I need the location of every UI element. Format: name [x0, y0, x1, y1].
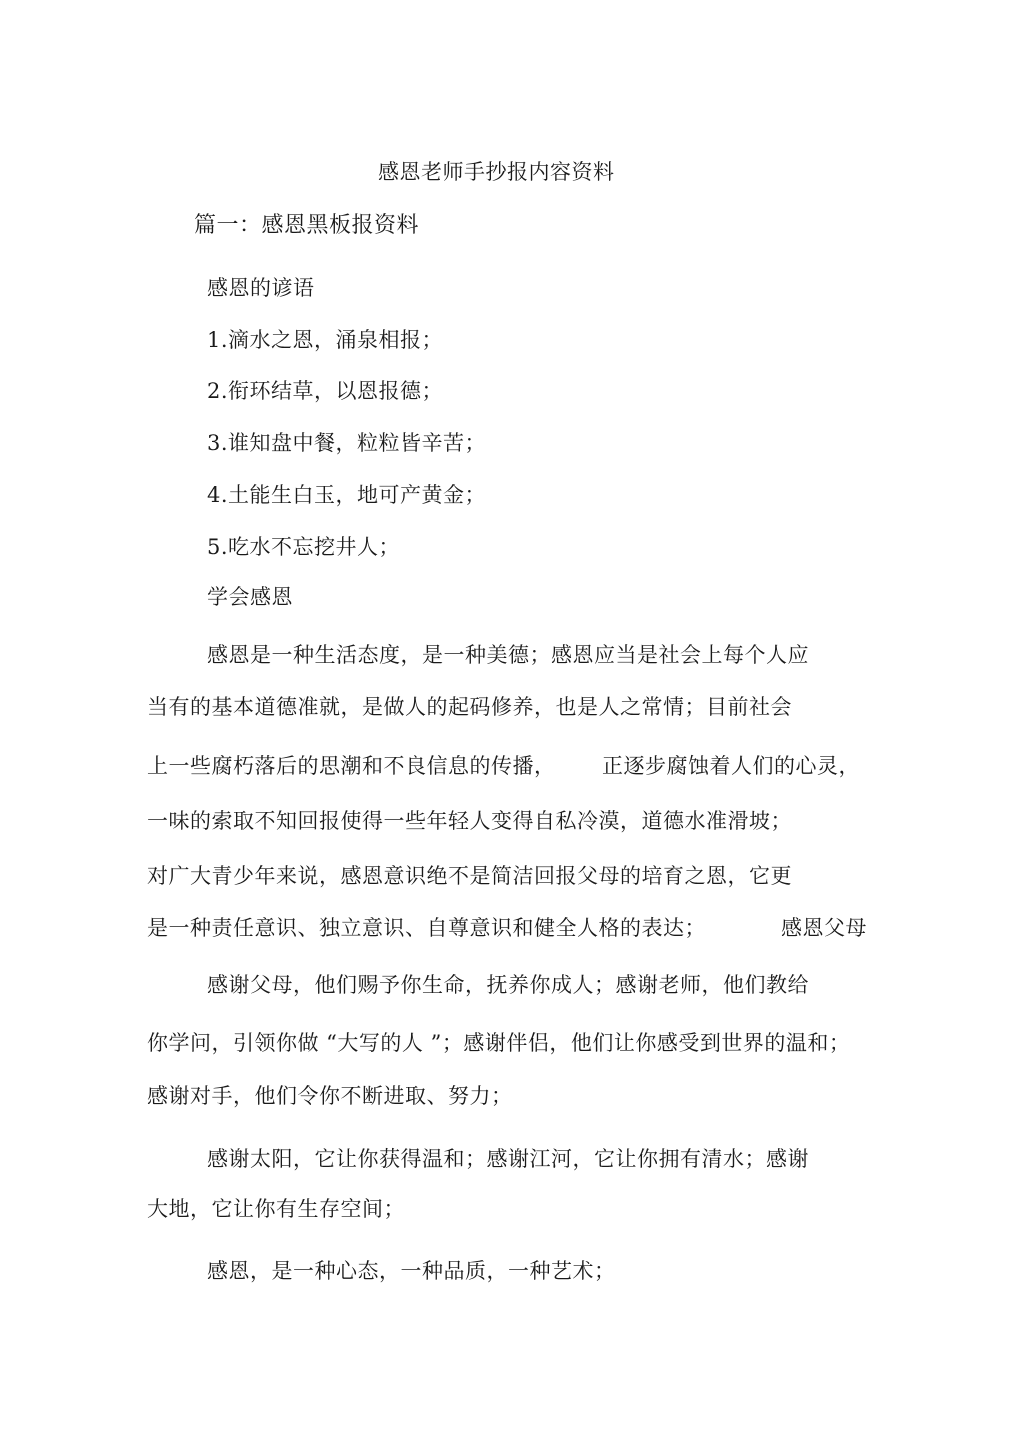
paragraph-line: 感谢对手，他们令你不断进取、努力；	[147, 1084, 513, 1108]
learn-heading: 学会感恩	[207, 585, 293, 609]
paragraph-line: 感谢太阳，它让你获得温和；感谢江河，它让你拥有清水；感谢	[207, 1147, 809, 1171]
proverb-item: 3.谁知盘中餐，粒粒皆辛苦；	[207, 431, 487, 455]
paragraph-line: 正逐步腐蚀着人们的心灵，	[602, 754, 860, 778]
paragraph-line: 对广大青少年来说，感恩意识绝不是简洁回报父母的培育之恩，它更	[147, 864, 792, 888]
paragraph-line: 感谢父母，他们赐予你生命，抚养你成人；感谢老师，他们教给	[207, 973, 809, 997]
section-heading: 篇一：感恩黑板报资料	[194, 213, 420, 238]
paragraph-line: 感恩，是一种心态，一种品质，一种艺术；	[207, 1259, 616, 1283]
paragraph-line: 上一些腐朽落后的思潮和不良信息的传播，	[147, 754, 556, 778]
paragraph-line: 感恩父母	[781, 916, 867, 940]
proverb-item: 5.吃水不忘挖井人；	[207, 535, 401, 559]
paragraph-line: 当有的基本道德准就，是做人的起码修养，也是人之常情；目前社会	[147, 695, 792, 719]
paragraph-line: 一味的索取不知回报使得一些年轻人变得自私冷漠，道德水准滑坡；	[147, 809, 792, 833]
proverb-item: 1.滴水之恩，涌泉相报；	[207, 328, 444, 352]
paragraph-line: 大地，它让你有生存空间；	[147, 1197, 405, 1221]
proverb-item: 2.衔环结草，以恩报德；	[207, 379, 444, 403]
proverbs-heading: 感恩的谚语	[207, 276, 315, 300]
paragraph-line: 你学问，引领你做 “大写的人 ”；感谢伴侣，他们让你感受到世界的温和；	[147, 1031, 851, 1055]
paragraph-line: 是一种责任意识、独立意识、自尊意识和健全人格的表达；	[147, 916, 706, 940]
paragraph-line: 感恩是一种生活态度，是一种美德；感恩应当是社会上每个人应	[207, 643, 809, 667]
proverb-item: 4.土能生白玉，地可产黄金；	[207, 483, 487, 507]
document-title: 感恩老师手抄报内容资料	[378, 160, 615, 184]
